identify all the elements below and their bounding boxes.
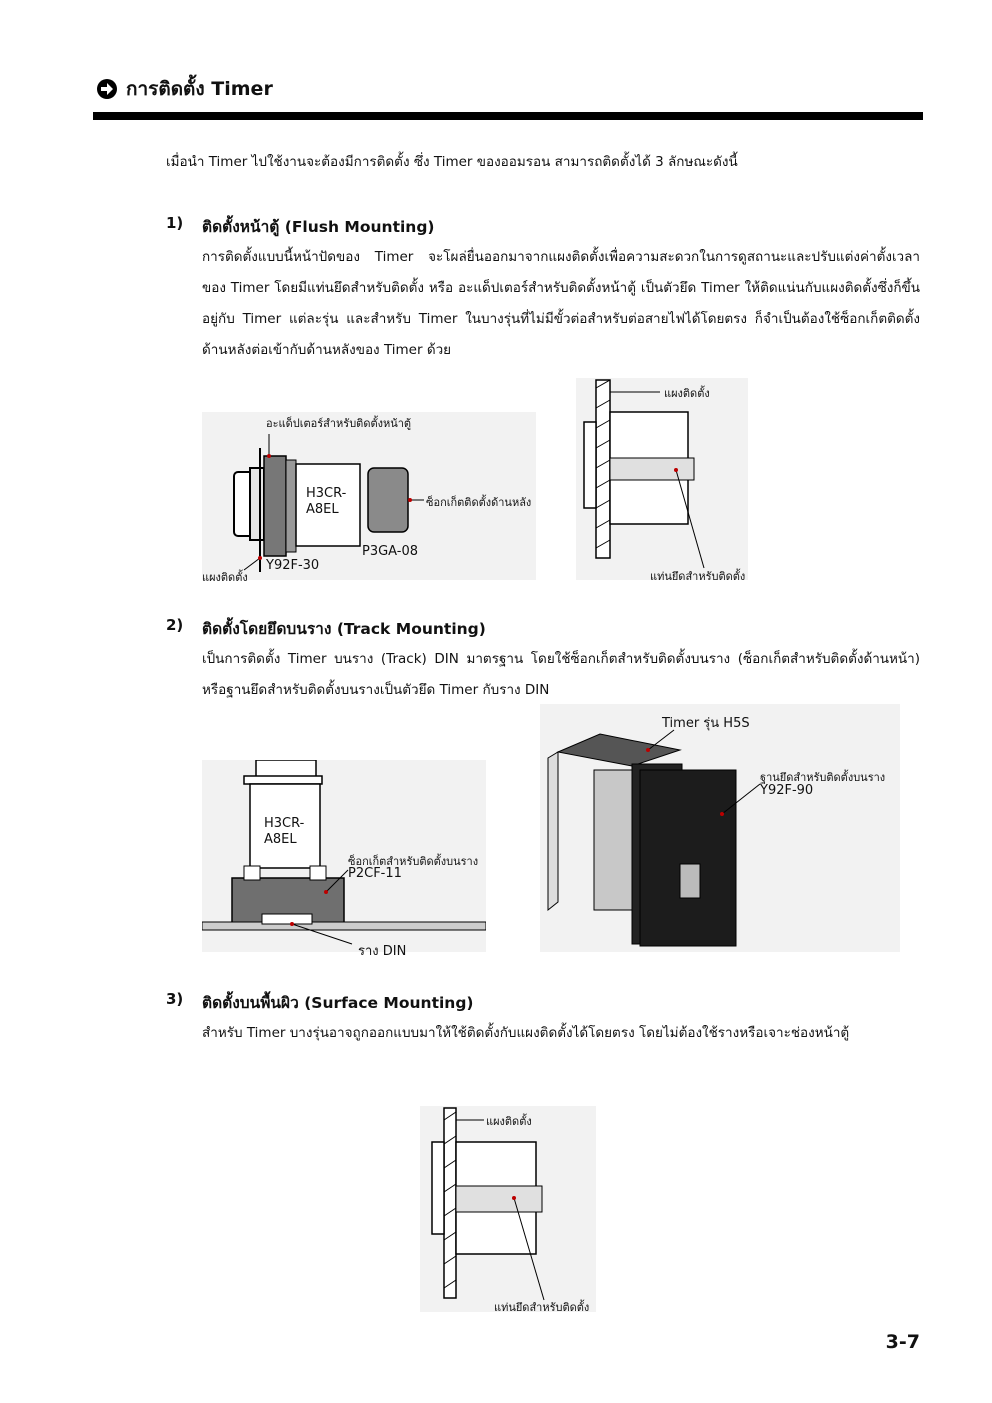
track-base-model: Y92F-90 bbox=[760, 783, 814, 798]
intro-text: เมื่อนำ Timer ไปใช้งานจะต้องมีการติดตั้ง ซึ่ง Timer ของออมรอน สามารถติดตั้งได้ 3 ลักษณะดังนี้ bbox=[166, 154, 738, 170]
section-2-title: ติดตั้งโดยยึดบนราง (Track Mounting) bbox=[202, 620, 486, 638]
section-3-number: 3) bbox=[166, 990, 184, 1008]
section-1-title: ติดตั้งหน้าตู้ (Flush Mounting) bbox=[202, 218, 435, 236]
section-1-paragraph: การติดตั้งแบบนี้หน้าปัดของ Timer จะโผล่ยื่นออกมาจากแผงติดตั้งเพื่อความสะดวกในการดูสถานะและปรับแต่งค่าตั้งเวลาของ Timer โดยมีแท่นยึดสำหรับติดตั้ง หรือ อะแด็ปเตอร์สำหรับติดตั้งหน้าตู้ เป็นตัวยึด Timer ให้ติดแน่นกับแผงติดตั้งซึ่งก็ขึ้นอยู่กับ Timer แต่ละรุ่น และสำหรับ Timer ในบางรุ่นที่ไม่มีขั้วต่อสำหรับต่อสายไฟได้โดยตรง ก็จำเป็นต้องใช้ซ็อกเก็ตติดตั้งด้านหลังต่อเข้ากับด้านหลังของ Timer ด้วย bbox=[202, 249, 920, 358]
din-socket-model: P2CF-11 bbox=[348, 866, 402, 881]
din-socket-label: ซ็อกเก็ตสำหรับติดตั้งบนราง bbox=[348, 855, 479, 868]
timer-model-line-2: A8EL bbox=[306, 502, 339, 517]
bracket-label: แท่นยึดสำหรับติดตั้ง bbox=[650, 570, 746, 583]
bracket-label: แท่นยึดสำหรับติดตั้ง bbox=[494, 1301, 590, 1314]
timer-model-line-1: H3CR- bbox=[306, 486, 347, 501]
panel-label: แผงติดตั้ง bbox=[202, 571, 248, 584]
timer-model-line-2: A8EL bbox=[264, 832, 297, 847]
arrow-right-circle-icon bbox=[96, 78, 118, 100]
flush-mount-figure bbox=[202, 412, 536, 584]
page-heading bbox=[96, 74, 273, 104]
section-2-paragraph: เป็นการติดตั้ง Timer บนราง (Track) DIN มาตรฐาน โดยใช้ซ็อกเก็ตสำหรับติดตั้งบนราง (ซ็อกเก็ตสำหรับติดตั้งด้านหน้า) หรือฐานยึดสำหรับติดตั้งบนรางเป็นตัวยึด Timer กับราง DIN bbox=[202, 651, 920, 698]
heading-rule bbox=[93, 112, 923, 120]
adapter-label: อะแด็ปเตอร์สำหรับติดตั้งหน้าตู้ bbox=[266, 417, 412, 430]
page-number: 3-7 bbox=[885, 1331, 920, 1353]
din-rail-label: ราง DIN bbox=[358, 944, 407, 959]
socket-model-label: P3GA-08 bbox=[362, 544, 419, 559]
bracket-mount-drawing bbox=[576, 378, 748, 580]
panel-label: แผงติดตั้ง bbox=[486, 1115, 532, 1128]
panel-label: แผงติดตั้ง bbox=[664, 387, 710, 400]
track-base-drawing bbox=[540, 704, 900, 952]
section-3-paragraph: สำหรับ Timer บางรุ่นอาจถูกออกแบบมาให้ใช้ติดตั้งกับแผงติดตั้งได้โดยตรง โดยไม่ต้องใช้รางหรือเจาะช่องหน้าตู้ bbox=[202, 1025, 850, 1041]
timer-model-line-1: H3CR- bbox=[264, 816, 305, 831]
adapter-model-label: Y92F-30 bbox=[266, 558, 320, 573]
bracket-mount-figure bbox=[576, 378, 748, 583]
section-1-number: 1) bbox=[166, 214, 184, 232]
track-base-figure bbox=[540, 704, 900, 952]
surface-mount-drawing bbox=[420, 1106, 596, 1312]
track-base-label: ฐานยึดสำหรับติดตั้งบนราง bbox=[760, 771, 886, 784]
section-3-title: ติดตั้งบนพื้นผิว (Surface Mounting) bbox=[202, 994, 474, 1012]
h5s-timer-label: Timer รุ่น H5S bbox=[662, 716, 750, 731]
page-title: การติดตั้ง Timer bbox=[126, 78, 273, 100]
rear-socket-label: ซ็อกเก็ตติดตั้งด้านหลัง bbox=[426, 496, 532, 509]
din-socket-figure bbox=[202, 760, 486, 959]
surface-mount-figure bbox=[420, 1106, 596, 1312]
section-2-number: 2) bbox=[166, 616, 184, 634]
